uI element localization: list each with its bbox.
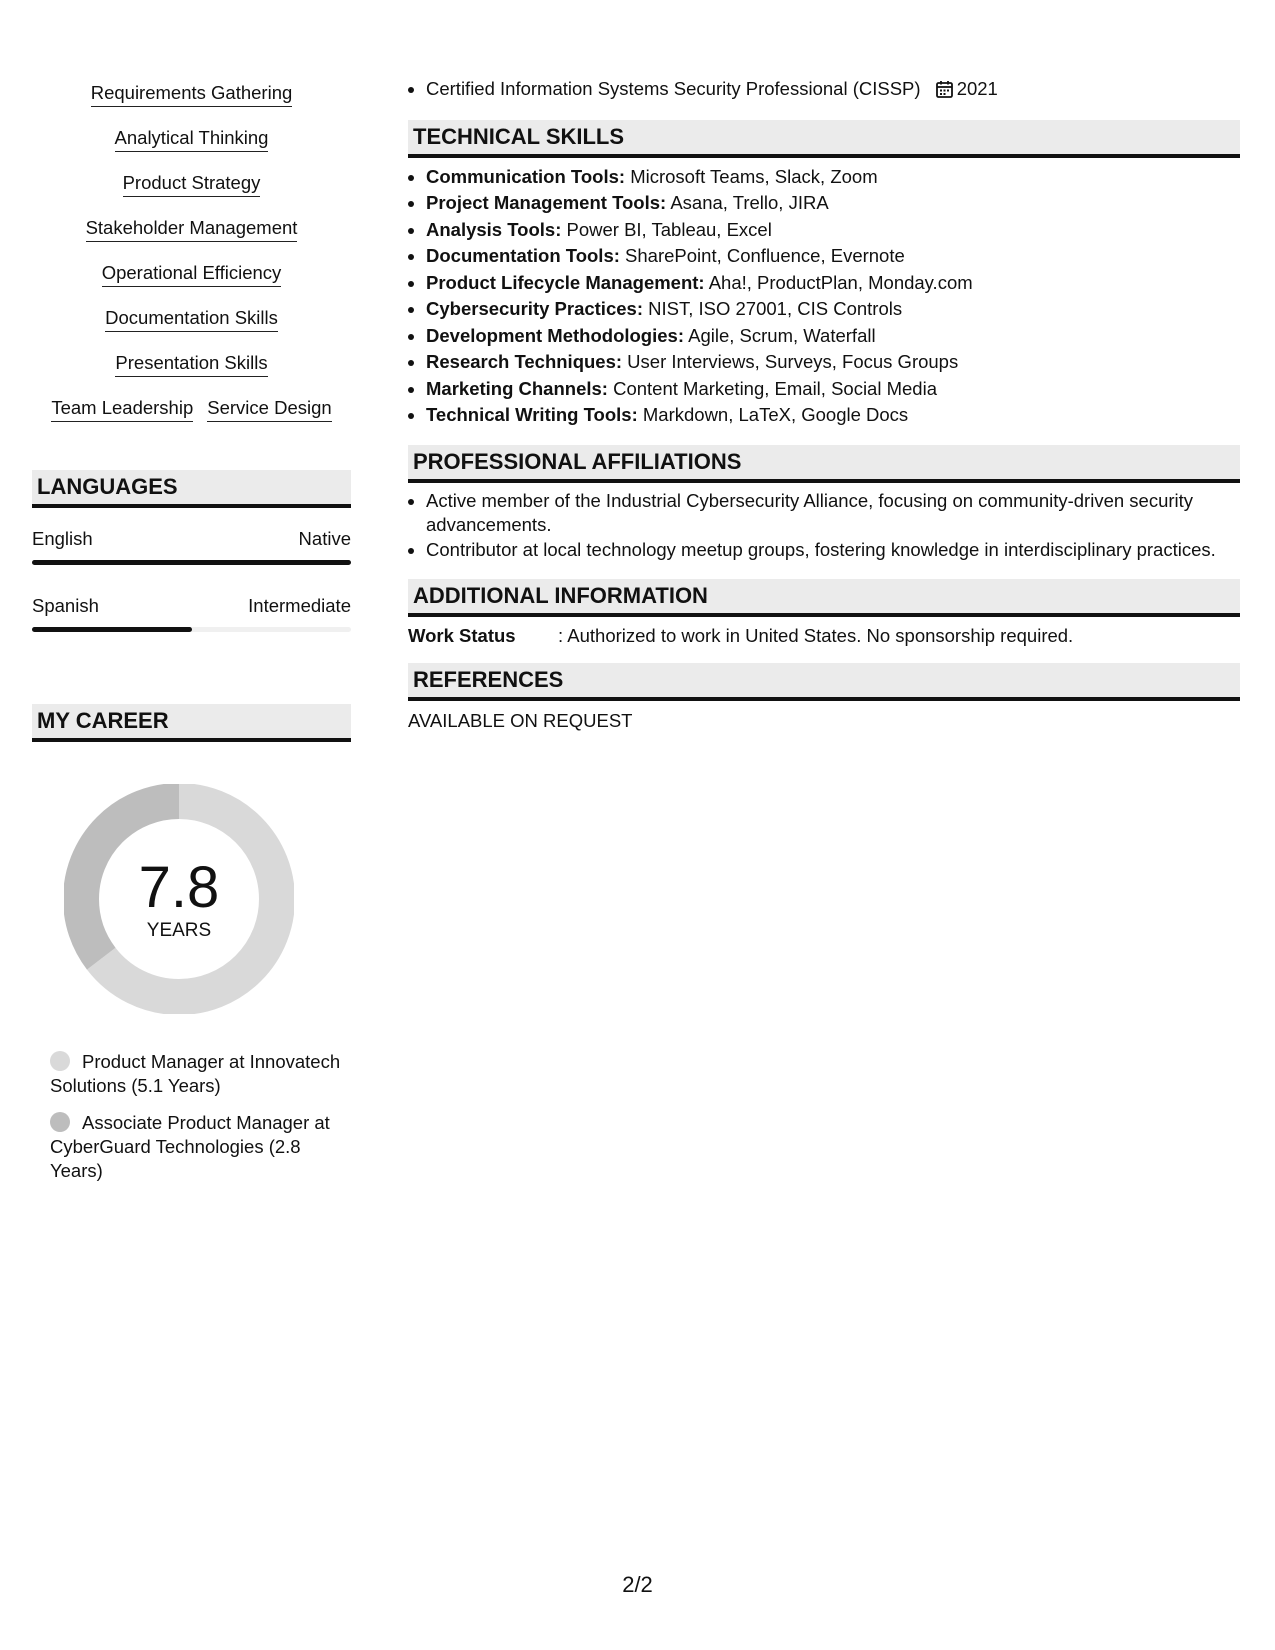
career-unit: YEARS xyxy=(146,920,212,941)
tech-skill-item xyxy=(426,164,1240,191)
additional-info-heading: ADDITIONAL INFORMATION xyxy=(408,579,1240,617)
tech-skill-label: Research Techniques: xyxy=(426,351,623,372)
tech-skill-value: Asana, Trello, JIRA xyxy=(670,192,829,213)
tech-skill-value: User Interviews, Surveys, Focus Groups xyxy=(627,351,959,372)
tech-skill-value: Agile, Scrum, Waterfall xyxy=(688,324,876,346)
tech-skill-label: Development Methodologies: xyxy=(426,324,684,346)
skills-list xyxy=(32,82,351,442)
tech-skill-value: Markdown, LaTeX, Google Docs xyxy=(642,404,909,425)
language-item xyxy=(32,528,351,565)
skill-tag: Requirements Gathering xyxy=(91,82,293,107)
skill-tag: Product Strategy xyxy=(123,172,261,197)
skill-tag: Analytical Thinking xyxy=(115,127,269,152)
tech-skill-label: Cybersecurity Practices: xyxy=(426,298,643,319)
tech-skill-item xyxy=(426,243,1240,270)
career-donut-chart xyxy=(64,784,294,1014)
tech-skill-value: Aha!, ProductPlan, Monday.com xyxy=(708,271,973,293)
affiliation-item: • Contributor at local technology meetup groups, fostering knowledge in interdisciplinary practices. xyxy=(426,538,1240,563)
certification-year: 2021 xyxy=(956,78,998,99)
tech-skill-label: Technical Writing Tools: xyxy=(426,404,638,425)
affiliations-heading: PROFESSIONAL AFFILIATIONS xyxy=(408,445,1240,483)
tech-skill-label: Communication Tools: xyxy=(426,165,626,187)
work-status-label: Work Status xyxy=(408,625,516,646)
tech-skill-value: SharePoint, Confluence, Evernote xyxy=(625,245,905,266)
languages-heading: LANGUAGES xyxy=(32,470,351,508)
tech-skill-value: Content Marketing, Email, Social Media xyxy=(613,377,937,399)
work-status-row xyxy=(408,625,1240,647)
skill-tag: Team Leadership xyxy=(51,397,193,422)
skill-tag: Documentation Skills xyxy=(105,307,278,332)
skill-tag: Presentation Skills xyxy=(115,352,267,377)
certification-item xyxy=(426,76,1240,106)
language-item xyxy=(32,595,351,632)
language-name: Spanish xyxy=(32,595,99,616)
tech-skill-item xyxy=(426,402,1240,429)
references-heading: REFERENCES xyxy=(408,663,1240,701)
career-total-years: 7.8 xyxy=(138,855,220,920)
tech-skill-item xyxy=(426,376,1240,403)
language-level: Native xyxy=(298,528,351,549)
language-bar-fill xyxy=(32,560,351,565)
tech-skill-value: Power BI, Tableau, Excel xyxy=(566,218,772,240)
tech-skill-label: Project Management Tools: xyxy=(426,192,667,213)
legend-dot xyxy=(50,1112,70,1132)
skill-tag: Operational Efficiency xyxy=(102,262,282,287)
languages-section xyxy=(32,470,351,632)
left-column xyxy=(32,82,351,1196)
tech-skill-item xyxy=(426,217,1240,244)
skill-tag: Stakeholder Management xyxy=(86,217,298,242)
career-legend xyxy=(50,1050,350,1183)
tech-skill-value: NIST, ISO 27001, CIS Controls xyxy=(648,298,903,319)
career-heading: MY CAREER xyxy=(32,704,351,742)
legend-item xyxy=(50,1050,350,1098)
tech-skill-item xyxy=(426,349,1240,376)
affiliations-list xyxy=(408,489,1240,563)
tech-skill-label: Product Lifecycle Management: xyxy=(426,271,705,293)
career-section xyxy=(32,704,351,1183)
tech-skill-item xyxy=(426,270,1240,297)
tech-skill-value: Microsoft Teams, Slack, Zoom xyxy=(630,165,878,187)
legend-item xyxy=(50,1111,350,1183)
affiliation-item: • Active member of the Industrial Cybersecurity Alliance, focusing on community-driven security advancements. xyxy=(426,489,1240,538)
tech-skill-label: Marketing Channels: xyxy=(426,377,608,399)
legend-label: Associate Product Manager at CyberGuard Technologies (2.8 Years) xyxy=(50,1112,330,1181)
tech-skill-label: Analysis Tools: xyxy=(426,218,562,240)
calendar-icon xyxy=(936,79,953,106)
legend-dot xyxy=(50,1051,70,1071)
skill-tag: Service Design xyxy=(207,397,331,422)
tech-skill-item xyxy=(426,190,1240,217)
technical-skills-list xyxy=(408,164,1240,429)
language-bar xyxy=(32,627,351,632)
affiliations-section xyxy=(408,445,1240,563)
work-status-value: : Authorized to work in United States. No sponsorship required. xyxy=(558,625,1074,646)
language-bar xyxy=(32,560,351,565)
tech-skill-item xyxy=(426,296,1240,323)
right-column xyxy=(408,76,1240,732)
language-name: English xyxy=(32,528,93,549)
certification-list xyxy=(408,76,1240,106)
references-section xyxy=(408,663,1240,732)
certification-name: Certified Information Systems Security Professional (CISSP) xyxy=(426,78,921,99)
technical-skills-section xyxy=(408,120,1240,429)
language-level: Intermediate xyxy=(248,595,351,616)
additional-info-section xyxy=(408,579,1240,647)
language-bar-fill xyxy=(32,627,192,632)
legend-label: Product Manager at Innovatech Solutions (5.1 Years) xyxy=(50,1051,341,1096)
references-text: AVAILABLE ON REQUEST xyxy=(408,710,633,731)
tech-skill-item xyxy=(426,323,1240,350)
technical-skills-heading: TECHNICAL SKILLS xyxy=(408,120,1240,158)
page-number: 2/2 xyxy=(622,1572,653,1597)
tech-skill-label: Documentation Tools: xyxy=(426,245,620,266)
donut-center xyxy=(64,784,294,942)
